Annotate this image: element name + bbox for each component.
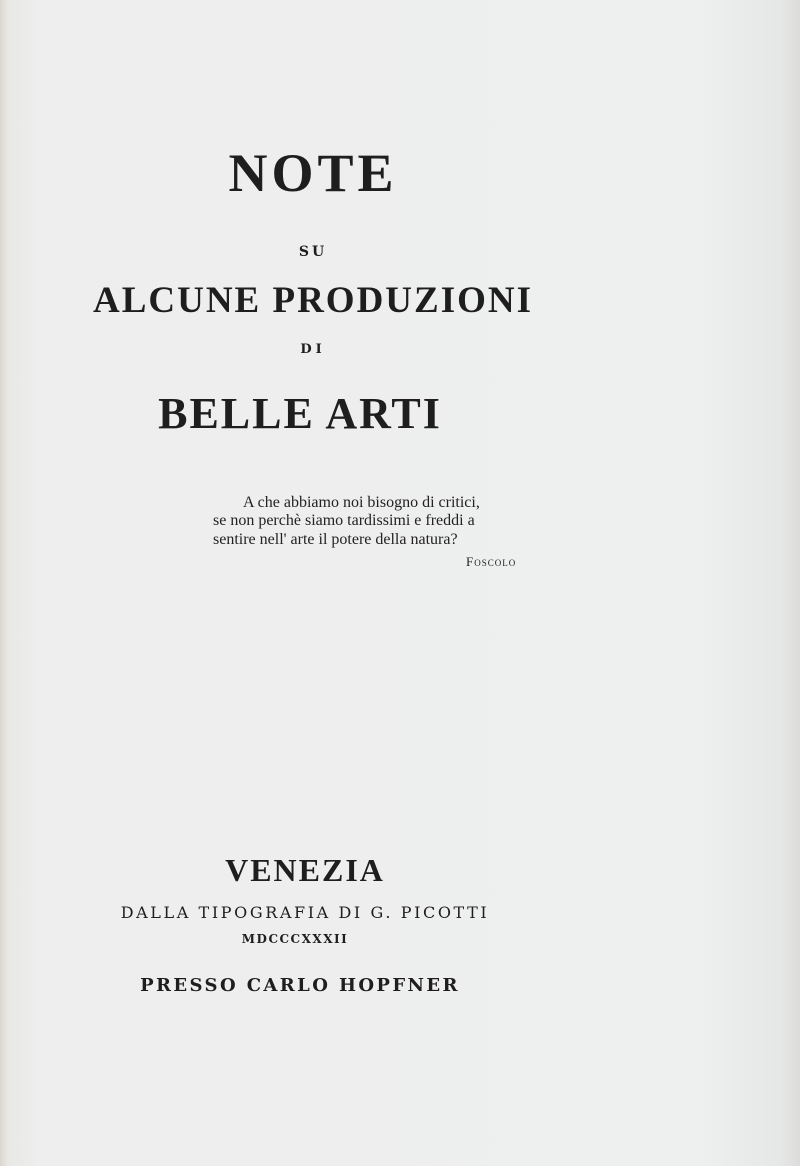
preposition-su: SU: [298, 244, 328, 260]
publisher: PRESSO CARLO HOPFNER: [140, 975, 460, 996]
year: MDCCCXXXII: [241, 932, 349, 946]
subtitle: ALCUNE PRODUZIONI: [92, 280, 533, 321]
epigraph-line: A che abbiamo noi bisogno di critici,: [243, 494, 480, 511]
epigraph-line: se non perchè siamo tardissimi e freddi a: [213, 512, 475, 529]
title: NOTE: [228, 143, 398, 203]
preposition-di: DI: [300, 342, 326, 357]
subject: BELLE ARTI: [158, 389, 442, 438]
printer: DALLA TIPOGRAFIA DI G. PICOTTI: [120, 903, 490, 922]
epigraph-author: Foscolo: [466, 554, 517, 569]
epigraph-line: sentire nell' arte il potere della natura?: [213, 531, 458, 548]
place: VENEZIA: [225, 852, 385, 888]
